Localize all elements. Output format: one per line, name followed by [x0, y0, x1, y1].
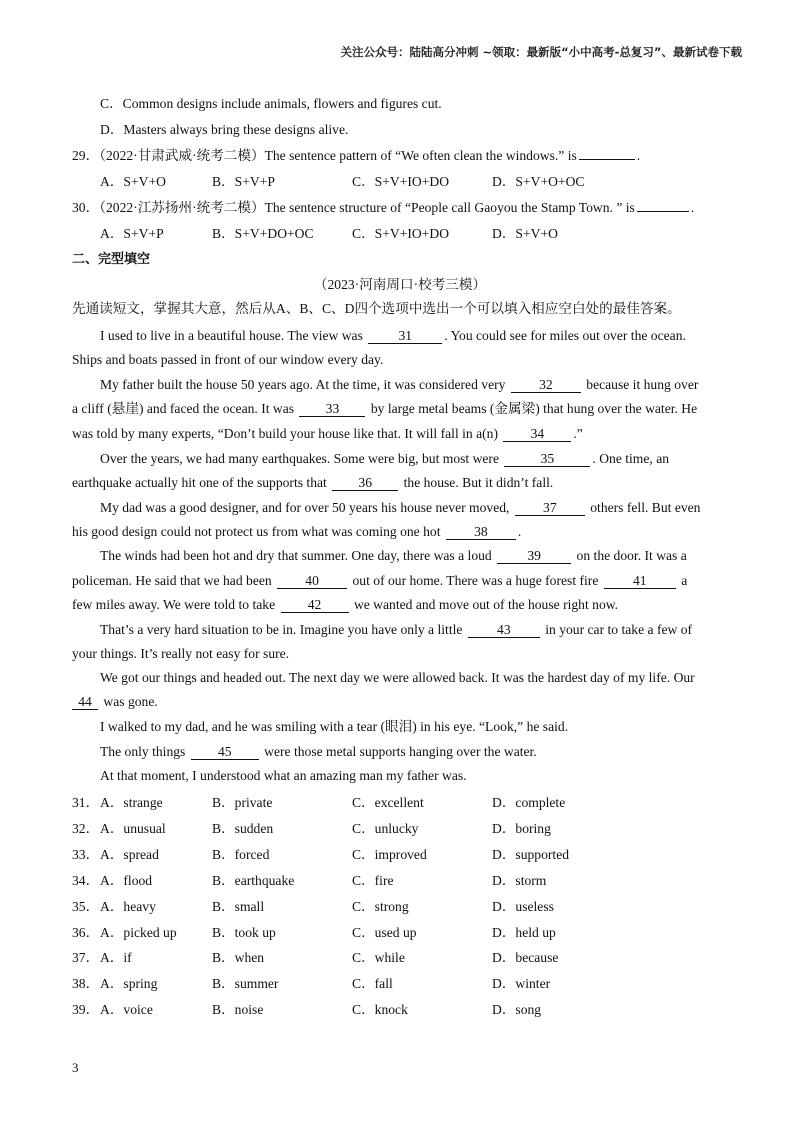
- passage-text: the house. But it didn’t fall.: [403, 475, 554, 490]
- blank-37[interactable]: 37: [515, 500, 585, 516]
- question-source: （2022·甘肃武威·统考二模）: [99, 148, 265, 163]
- option-d[interactable]: D．winter: [492, 976, 551, 992]
- option-b[interactable]: B．private: [212, 795, 273, 810]
- answer-blank[interactable]: [579, 159, 635, 160]
- option-row-number: 31．: [72, 795, 100, 810]
- passage-text: Over the years, we had many earthquakes. Some were big, but most were: [100, 451, 499, 466]
- passage-text: My father built the house 50 years ago. At the time, it was considered very: [100, 377, 506, 392]
- passage-line: [72, 425, 583, 443]
- q29-option-a: A．S+V+O: [100, 174, 166, 189]
- option-a[interactable]: A．if: [100, 950, 132, 966]
- option-a[interactable]: A．heavy: [100, 898, 156, 914]
- passage-text: . One time, an: [592, 451, 670, 466]
- passage-line: I walked to my dad, and he was smiling with a tear (眼泪) in his eye. “Look,” he said.: [100, 719, 569, 734]
- option-b[interactable]: B．summer: [212, 976, 279, 992]
- section-instruction: 先通读短文，掌握其大意，然后从A、B、C、D四个选项中选出一个可以填入相应空白处的最佳答案。: [72, 301, 681, 316]
- option-b[interactable]: B．took up: [212, 924, 276, 940]
- passage-line: [100, 327, 686, 345]
- passage-text: were those metal supports hanging over the water.: [264, 744, 537, 759]
- option-c[interactable]: C．knock: [352, 1002, 408, 1018]
- passage-text: his good design could not protect us from what was coming one hot: [72, 524, 441, 539]
- option-b[interactable]: B．noise: [212, 1002, 264, 1018]
- question-text-end: .: [636, 148, 641, 163]
- blank-33[interactable]: 33: [299, 401, 365, 417]
- blank-40[interactable]: 40: [277, 573, 347, 589]
- question-30: [72, 199, 694, 217]
- q29-option-c: C．S+V+IO+DO: [352, 174, 450, 189]
- passage-text: policeman. He said that we had been: [72, 573, 272, 588]
- option-d[interactable]: D．storm: [492, 872, 547, 888]
- option-row-number: 38．: [72, 976, 100, 992]
- option-c[interactable]: C．fire: [352, 872, 394, 888]
- option-a[interactable]: A．spring: [100, 976, 158, 992]
- passage-line: [100, 376, 698, 394]
- passage-text: because it hung over: [586, 377, 699, 392]
- option-a[interactable]: A．picked up: [100, 924, 177, 940]
- passage-text: others fell. But even: [590, 500, 701, 515]
- blank-38[interactable]: 38: [446, 524, 516, 540]
- q30-option-c: C．S+V+IO+DO: [352, 226, 450, 241]
- option-b[interactable]: B．earthquake: [212, 872, 295, 888]
- blank-45[interactable]: 45: [191, 744, 259, 760]
- option-b[interactable]: B．when: [212, 950, 265, 966]
- passage-line: [72, 523, 521, 541]
- option-a[interactable]: A．flood: [100, 872, 153, 888]
- question-source: （2022·江苏扬州·统考二模）: [99, 200, 265, 215]
- answer-blank[interactable]: [637, 211, 689, 212]
- blank-42[interactable]: 42: [281, 597, 349, 613]
- section-title: 二、完型填空: [72, 252, 151, 267]
- passage-text: out of our home. There was a huge forest fire: [352, 573, 599, 588]
- blank-39[interactable]: 39: [497, 548, 571, 564]
- passage-text: The winds had been hot and dry that summer. One day, there was a loud: [100, 548, 492, 563]
- passage-line: [100, 621, 692, 639]
- option-c[interactable]: C．fall: [352, 976, 393, 992]
- passage-text: we wanted and move out of the house right now.: [353, 597, 619, 612]
- prev-option-d: D．Masters always bring these designs alive.: [100, 122, 349, 137]
- passage-line: [100, 499, 700, 517]
- option-c[interactable]: C．used up: [352, 924, 417, 940]
- question-number: 30．: [72, 200, 100, 215]
- passage-line: We got our things and headed out. The next day we were allowed back. It was the hardest day of my life. Our: [100, 670, 695, 685]
- passage-text: was gone.: [103, 694, 158, 709]
- option-d[interactable]: D．boring: [492, 820, 551, 836]
- option-a[interactable]: A．strange: [100, 795, 163, 810]
- option-c[interactable]: C．while: [352, 950, 405, 966]
- passage-text: a: [681, 573, 688, 588]
- passage-line: [100, 743, 537, 761]
- question-number: 29．: [72, 148, 100, 163]
- passage-text: .”: [573, 426, 583, 441]
- page-number: 3: [72, 1060, 79, 1075]
- q30-option-b: B．S+V+DO+OC: [212, 226, 314, 241]
- question-text: The sentence pattern of “We often clean the windows.” is: [264, 148, 577, 163]
- passage-text: That’s a very hard situation to be in. Imagine you have only a little: [100, 622, 463, 637]
- q29-option-b: B．S+V+P: [212, 174, 275, 189]
- blank-44[interactable]: 44: [72, 694, 98, 710]
- option-d[interactable]: D．song: [492, 1002, 542, 1018]
- option-row-number: 35．: [72, 898, 100, 914]
- option-b[interactable]: B．forced: [212, 846, 270, 862]
- passage-text: was told by many experts, “Don’t build your house like that. It will fall in a(n): [72, 426, 498, 441]
- passage-text: few miles away. We were told to take: [72, 597, 276, 612]
- passage-line: your things. It’s really not easy for sure.: [72, 646, 290, 661]
- q29-option-d: D．S+V+O+OC: [492, 174, 585, 189]
- blank-36[interactable]: 36: [332, 475, 398, 491]
- passage-line: [72, 693, 158, 711]
- option-row-number: 37．: [72, 950, 100, 966]
- passage-line: [100, 547, 687, 565]
- question-29: [72, 147, 640, 165]
- passage-line: [72, 474, 553, 492]
- passage-line: [72, 572, 687, 590]
- option-d[interactable]: D．complete: [492, 795, 566, 810]
- passage-text: The only things: [100, 744, 186, 759]
- passage-line: Ships and boats passed in front of our window every day.: [72, 352, 384, 367]
- question-text-end: .: [690, 200, 695, 215]
- option-row-number: 33．: [72, 846, 100, 862]
- option-c[interactable]: C．excellent: [352, 795, 424, 810]
- passage-line: [100, 450, 669, 468]
- blank-32[interactable]: 32: [511, 377, 581, 393]
- option-d[interactable]: D．because: [492, 950, 559, 966]
- option-a[interactable]: A．unusual: [100, 820, 166, 836]
- page-header: 关注公众号：陆陆高分冲刺 ~领取：最新版“小中高考-总复习”、最新试卷下载: [340, 45, 742, 59]
- passage-line: [72, 596, 618, 614]
- option-d[interactable]: D．held up: [492, 924, 556, 940]
- passage-text: earthquake actually hit one of the supports that: [72, 475, 327, 490]
- option-b[interactable]: B．small: [212, 898, 265, 914]
- passage-text: in your car to take a few of: [545, 622, 693, 637]
- option-a[interactable]: A．spread: [100, 846, 159, 862]
- option-row-number: 34．: [72, 872, 100, 888]
- blank-31[interactable]: 31: [368, 328, 442, 344]
- blank-43[interactable]: 43: [468, 622, 540, 638]
- passage-text: My dad was a good designer, and for over 50 years his house never moved,: [100, 500, 510, 515]
- question-text: The sentence structure of “People call Gaoyou the Stamp Town. ” is: [264, 200, 635, 215]
- option-row-number: 32．: [72, 820, 100, 836]
- option-row-number: 39．: [72, 1002, 100, 1018]
- q30-option-a: A．S+V+P: [100, 226, 164, 241]
- option-d[interactable]: D．useless: [492, 898, 554, 914]
- q30-option-d: D．S+V+O: [492, 226, 558, 241]
- passage-text: . You could see for miles out over the ocean.: [444, 328, 686, 343]
- passage-line: [72, 400, 697, 418]
- passage-text: .: [517, 524, 522, 539]
- option-row-number: 36．: [72, 924, 100, 940]
- passage-line: At that moment, I understood what an amazing man my father was.: [100, 768, 467, 783]
- blank-35[interactable]: 35: [504, 451, 590, 467]
- section-source: （2023·河南周口·校考三模）: [313, 277, 487, 292]
- passage-text: I used to live in a beautiful house. The view was: [100, 328, 363, 343]
- passage-text: a cliff (悬崖) and faced the ocean. It was: [72, 401, 295, 416]
- option-c[interactable]: C．unlucky: [352, 820, 419, 836]
- prev-option-c: C．Common designs include animals, flowers and figures cut.: [100, 96, 442, 111]
- option-d[interactable]: D．supported: [492, 846, 570, 862]
- option-c[interactable]: C．strong: [352, 898, 409, 914]
- blank-41[interactable]: 41: [604, 573, 676, 589]
- option-a[interactable]: A．voice: [100, 1002, 153, 1018]
- option-b[interactable]: B．sudden: [212, 820, 274, 836]
- passage-text: by large metal beams (金属梁) that hung over the water. He: [370, 401, 698, 416]
- option-c[interactable]: C．improved: [352, 846, 427, 862]
- blank-34[interactable]: 34: [503, 426, 571, 442]
- passage-text: on the door. It was a: [576, 548, 687, 563]
